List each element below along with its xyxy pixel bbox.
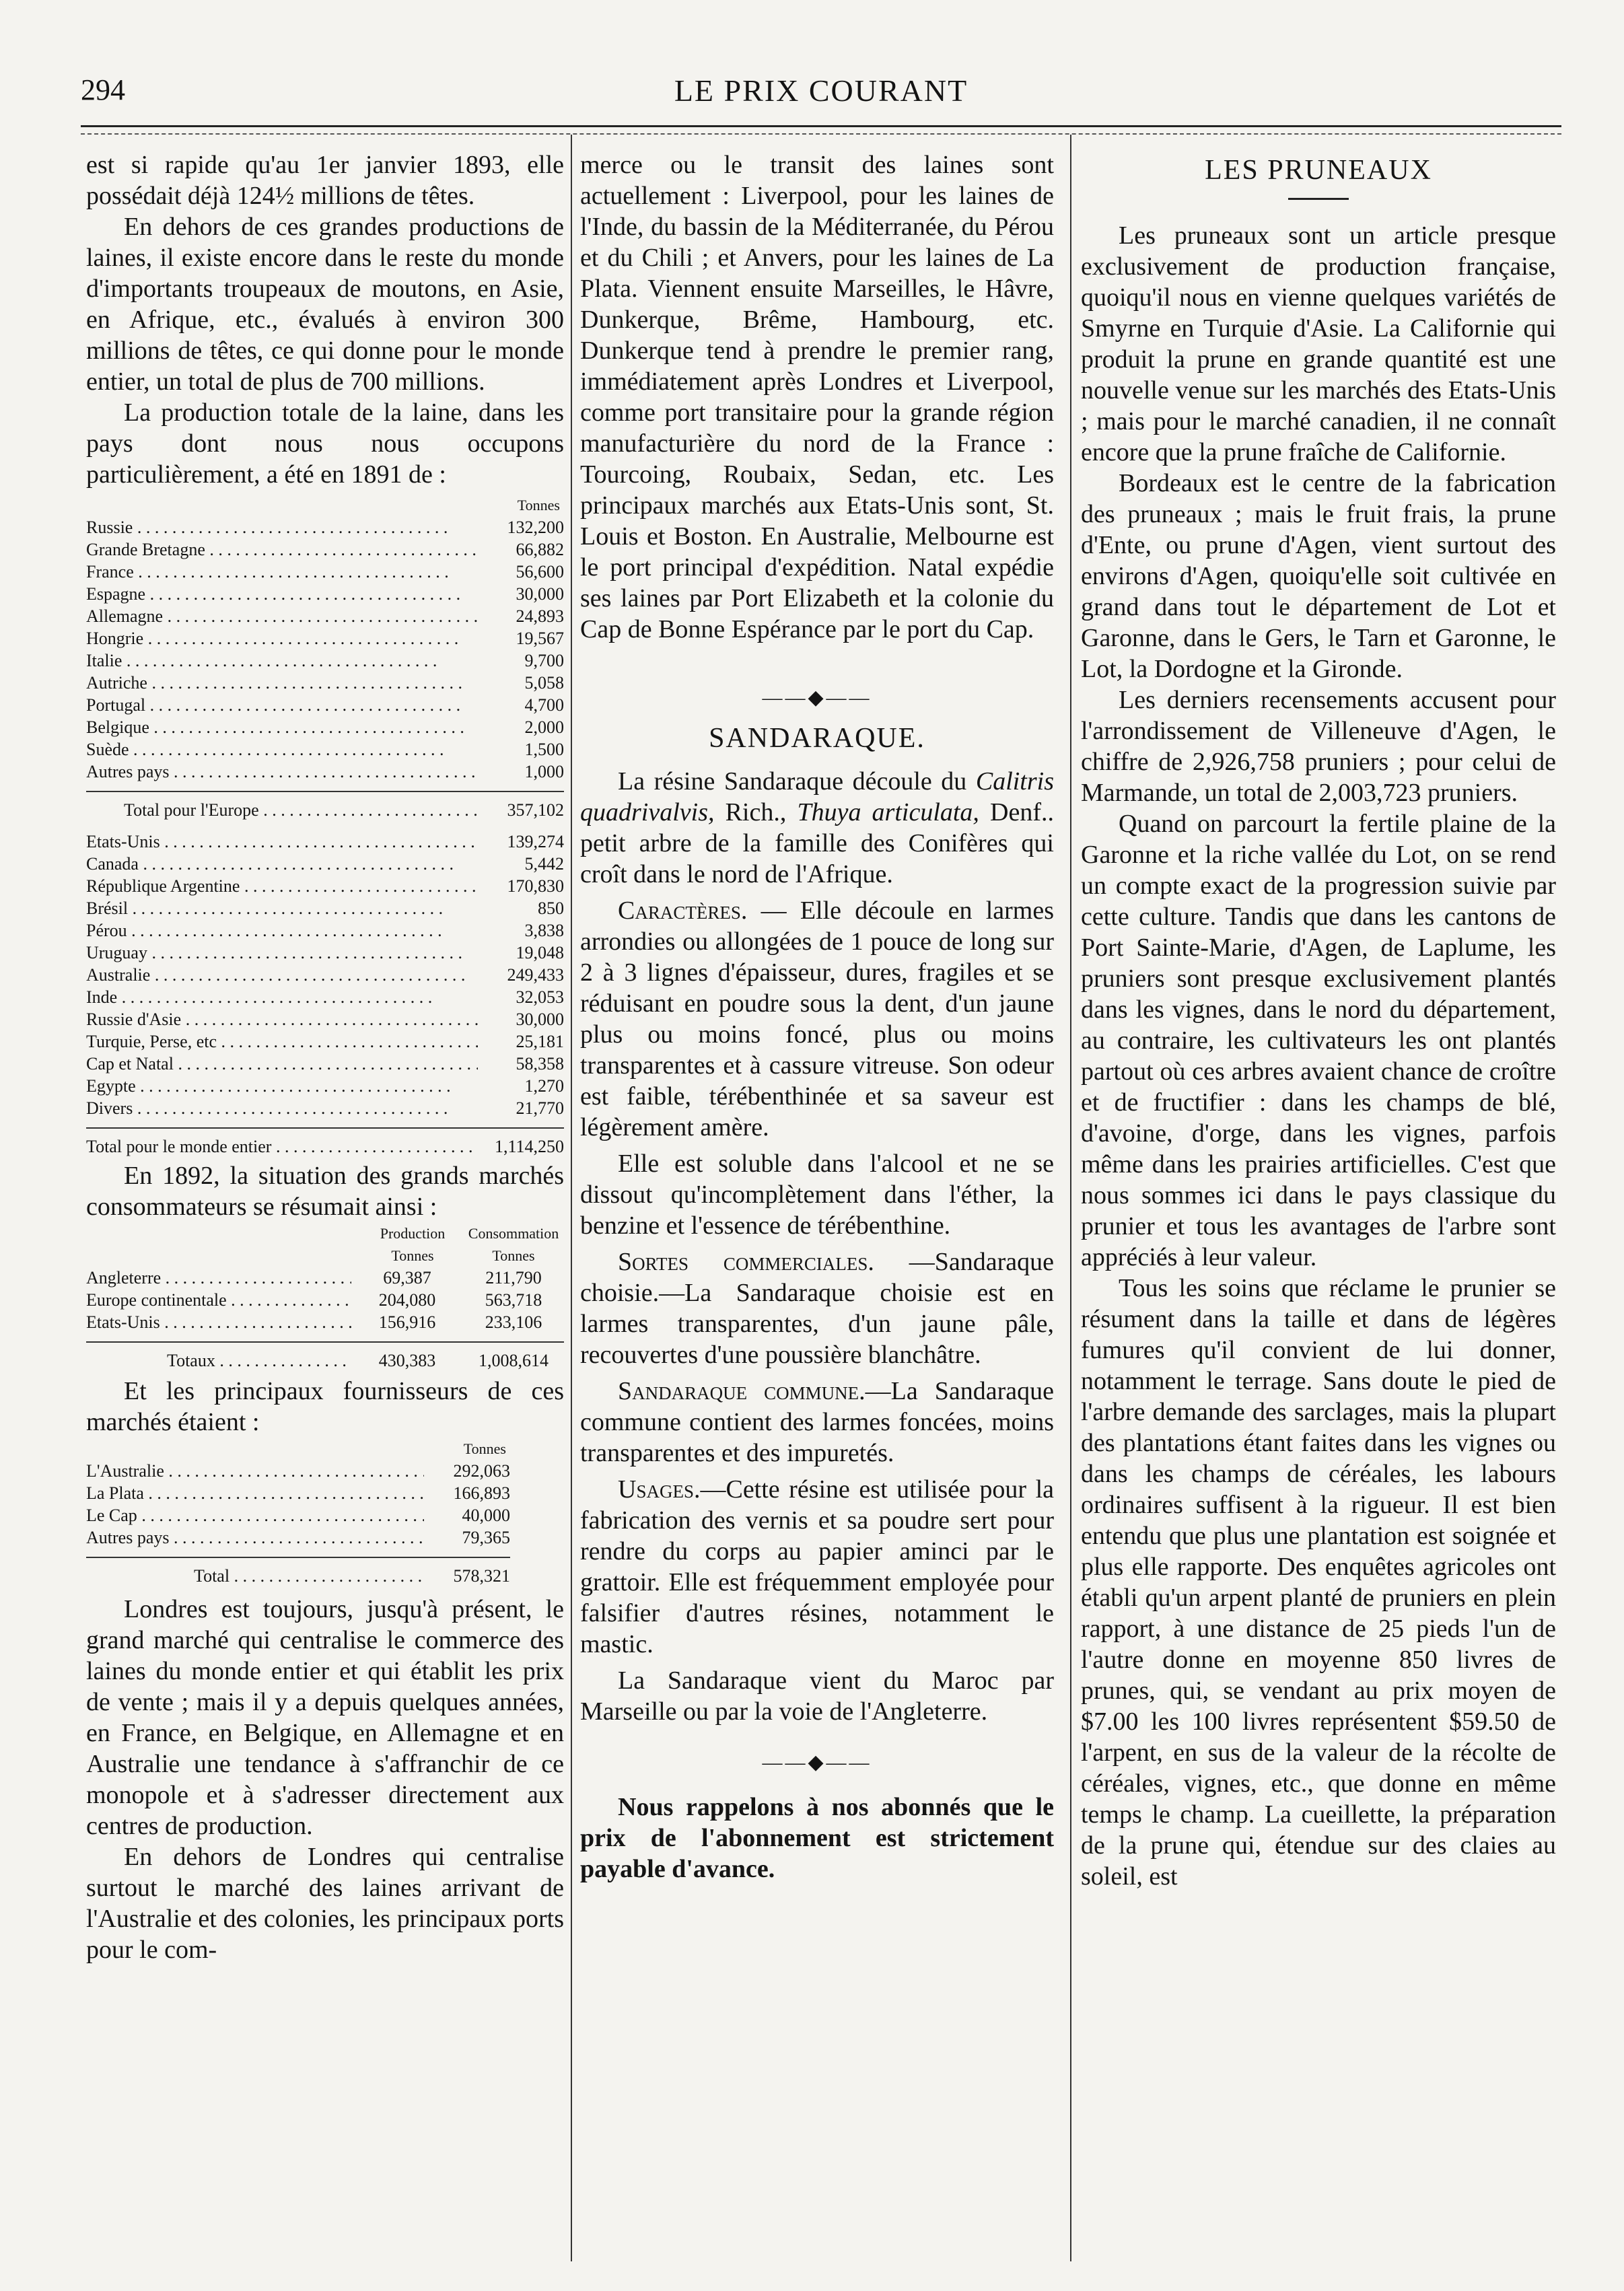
- unit: Tonnes: [492, 1247, 535, 1264]
- paragraph: En dehors de Londres qui centralise surtout le marché des laines arrivant de l'Australie et des colonies, les principaux ports pour le com-: [86, 1843, 564, 1964]
- row-label: Russie d'Asie . . .: [86, 1008, 478, 1030]
- table-unit: Tonnes: [517, 497, 560, 514]
- paragraph: est si rapide qu'au 1er janvier 1893, elle possédait déjà 124½ millions de têtes.: [86, 151, 564, 210]
- paragraph: Quand on parcourt la fertile plaine de la Garonne et la riche vallée du Lot, on se rend un compte exact de la progression suivie par cette culture. Tandis que dans les cantons de Port Sainte-Marie, d'Agen, de Laplume, les pruniers sont presque exclusivement plantés dans les vignes, dans le nord du département, au contraire, les cultivateurs les ont plantés partout où ces arbres avaient chance de croître et de fructifier : dans les champs de blé, d'avoine, d'orge, dans les vignes, parfois même dans les prairies artificielles. C'est que nous sommes ici dans le pays classique du prunier et tous les avantages de l'arbre sont appréciés à leur valeur.: [1081, 810, 1556, 1271]
- table-total-row: [86, 1341, 564, 1372]
- table-row: [86, 919, 564, 942]
- row-value: 2,000: [478, 716, 564, 738]
- row-label: Etats-Unis . . .: [86, 831, 475, 853]
- journal-title: LE PRIX COURANT: [674, 73, 968, 108]
- table-row: [86, 694, 564, 716]
- row-label: Suède . . .: [86, 738, 444, 761]
- row-label: Belgique . . .: [86, 716, 464, 738]
- row-value: 21,770: [478, 1097, 564, 1119]
- table-total-row: [86, 791, 564, 821]
- paragraph: merce ou le transit des laines sont actuellement : Liverpool, pour les laines de l'Inde, du bassin de la Méditerranée, du Pérou et du Chili ; et Anvers, pour les laines de La Plata. Viennent ensuite Marseilles, le Hâvre, Dunkerque, Brême, Hambourg, etc. Dunkerque tend à prendre le premier rang, immédiatement après Londres et Liverpool, comme port transitaire pour la grande région manufacturière du nord de la France : Tourcoing, Roubaix, Sedan, etc. Les principaux marchés aux Etats-Unis sont, St. Louis et Boston. En Australie, Melbourne est le port principal d'expédition. Natal expédie ses laines par Port Elizabeth et la colonie du Cap de Bonne Espérance par le port du Cap.: [580, 151, 1054, 643]
- table-row: [86, 738, 564, 761]
- consumption-table: [86, 1222, 564, 1372]
- row-label: Hongrie . . .: [86, 627, 458, 649]
- row-label: Pérou . . .: [86, 919, 442, 942]
- paragraph: Les pruneaux sont un article presque exclusivement de production française, quoiqu'il nous en vienne quelques variétés de Smyrne en Turquie d'Asie. La Californie qui produit la prune en grande quantité est une nouvelle venue sur les marchés des Etats-Unis ; mais pour le marché canadien, il ne connaît encore que la prune fraîche de Californie.: [1081, 221, 1556, 466]
- row-label: Divers . . .: [86, 1097, 448, 1119]
- header-rule: [81, 125, 1561, 127]
- col-header-production: Production: [380, 1225, 446, 1242]
- row-label: Turquie, Perse, etc . . .: [86, 1030, 478, 1053]
- row-value: 58,358: [478, 1053, 564, 1075]
- row-value: 5,442: [478, 853, 564, 875]
- row-label: Etats-Unis . . .: [86, 1311, 351, 1333]
- row-label: Portugal . . .: [86, 694, 460, 716]
- row-value: 249,433: [478, 964, 564, 986]
- paragraph: [580, 895, 1054, 1143]
- table-row: [86, 942, 564, 964]
- row-label: Australie . . .: [86, 964, 465, 986]
- column-divider-2: [1070, 135, 1071, 2261]
- table-row: [86, 538, 564, 561]
- table-row: [86, 964, 564, 986]
- row-value: 24,893: [478, 605, 564, 627]
- row-value: 19,567: [478, 627, 564, 649]
- paragraph: La production totale de la laine, dans les pays dont nous nous occupons particulièrement, a été en 1891 de :: [86, 398, 564, 489]
- paragraph: Bordeaux est le centre de la fabrication des pruneaux ; mais le fruit frais, la prune d'Ente, ou prune d'Agen, vient surtout des environs d'Agen, quoiqu'elle soit cultivée en grand dans tout le département de Lot et Garonne, dans le Gers, le Tarn et Garonne, le Lot, la Dordogne et la Gironde.: [1081, 469, 1556, 683]
- table-total-row: [86, 1127, 564, 1158]
- column-3: [1081, 149, 1556, 1892]
- table-row: [86, 986, 564, 1008]
- text: Denf.. petit arbre de la famille des Conifères qui croît dans le nord de l'Afrique.: [580, 798, 1054, 888]
- table-row: [86, 897, 564, 919]
- row-label: Espagne . . .: [86, 583, 460, 605]
- header-rule-thin: [81, 133, 1561, 135]
- row-value: 56,600: [478, 561, 564, 583]
- subscription-notice: Nous rappelons à nos abonnés que le prix de l'abonnement est strictement payable d'avance.: [580, 1793, 1054, 1883]
- subheading: Sandaraque commune.: [618, 1377, 866, 1405]
- row-label: Italie . . .: [86, 649, 437, 672]
- species-name: Thuya articulata,: [797, 798, 979, 826]
- table-row: [86, 1460, 510, 1482]
- row-label: Russie . . .: [86, 516, 448, 538]
- text: — Elle découle en larmes arrondies ou allongées de 1 pouce de long sur 2 à 3 lignes d'épaisseur, dures, fragiles et se réduisant en poudre sous la dent, d'un jaune plus ou moins foncé, plus ou moins transparentes et à cassure vitreuse. Son odeur est faible, térébenthinée et sa saveur est légèrement amère.: [580, 896, 1054, 1141]
- row-cons: 563,718: [458, 1289, 564, 1311]
- row-value: 132,200: [478, 516, 564, 538]
- table-row: [86, 716, 564, 738]
- wool-production-table: [86, 494, 564, 1158]
- row-value: 32,053: [478, 986, 564, 1008]
- row-label: Egypte . . .: [86, 1075, 451, 1097]
- paragraph: Londres est toujours, jusqu'à présent, le grand marché qui centralise le commerce des laines du monde entier et qui établit les prix de vente ; mais il y a depuis quelques années, en France, en Belgique, en Allemagne et en Australie une tendance à s'affranchir de ce monopole et à s'adresser directement aux centres de production.: [86, 1595, 564, 1840]
- subheading: Caractères.: [618, 896, 748, 925]
- row-label: Allemagne . . .: [86, 605, 478, 627]
- section-title: LES PRUNEAUX: [1205, 155, 1432, 186]
- table-row: [86, 761, 564, 783]
- row-value: 1,500: [478, 738, 564, 761]
- row-value: 1,270: [478, 1075, 564, 1097]
- table-row: [86, 1008, 564, 1030]
- text: —La Sandaraque commune contient des larmes foncées, moins transparentes et des impuretés.: [580, 1377, 1054, 1467]
- row-value: 3,838: [478, 919, 564, 942]
- total-value: 578,321: [424, 1565, 510, 1587]
- table-row: [86, 831, 564, 853]
- title-rule: [1288, 198, 1349, 200]
- row-value: 170,830: [478, 875, 564, 897]
- paragraph: Et les principaux fournisseurs de ces marchés étaient :: [86, 1377, 564, 1436]
- table-row: [86, 875, 564, 897]
- paragraph: Les derniers recensements accusent pour l'arrondissement de Villeneuve d'Agen, le chiffre de 2,926,758 pruniers ; pour celui de Marmande, un total de 2,003,723 pruniers.: [1081, 686, 1556, 807]
- row-value: 9,700: [478, 649, 564, 672]
- total-label: Total pour le monde entier . . .: [86, 1135, 478, 1158]
- table-row: [86, 649, 564, 672]
- row-label: Autriche . . .: [86, 672, 462, 694]
- subheading: Sortes commerciales.: [618, 1248, 874, 1276]
- table-row: [86, 583, 564, 605]
- row-label: La Plata . . .: [86, 1482, 424, 1504]
- table-row: [86, 853, 564, 875]
- table-unit: Tonnes: [463, 1440, 506, 1457]
- total-label: Totaux . . .: [86, 1349, 351, 1372]
- table-row: [86, 1482, 510, 1504]
- row-label: République Argentine . . .: [86, 875, 478, 897]
- row-value: 19,048: [478, 942, 564, 964]
- species-name: Calitris quadrivalvis,: [580, 767, 1054, 826]
- row-value: 5,058: [478, 672, 564, 694]
- total-label: Total pour l'Europe . . .: [86, 799, 478, 821]
- table-row: [86, 516, 564, 538]
- row-label: Brésil . . .: [86, 897, 443, 919]
- row-label: France . . .: [86, 561, 449, 583]
- total-cons: 1,008,614: [458, 1349, 564, 1372]
- row-prod: 156,916: [351, 1311, 458, 1333]
- text: —Cette résine est utilisée pour la fabrication des vernis et sa poudre sert pour rendre du corps au papier aminci par le grattoir. Elle est fréquemment employée pour falsifier d'autres résines, notamment le mastic.: [580, 1475, 1054, 1658]
- row-label: Grande Bretagne . . .: [86, 538, 478, 561]
- row-value: 850: [478, 897, 564, 919]
- total-prod: 430,383: [351, 1349, 458, 1372]
- row-label: Canada . . .: [86, 853, 454, 875]
- table-row: [86, 1289, 564, 1311]
- row-label: Le Cap . . .: [86, 1504, 424, 1526]
- total-value: 357,102: [478, 799, 564, 821]
- page-number: 294: [81, 73, 125, 106]
- table-header-row: [86, 1222, 564, 1244]
- table-total-row: [86, 1557, 510, 1587]
- table-row: [86, 561, 564, 583]
- table-row: [86, 1030, 564, 1053]
- row-label: Inde . . .: [86, 986, 432, 1008]
- table-row: [86, 1526, 510, 1549]
- section-ornament: ——◆——: [762, 686, 872, 709]
- row-cons: 233,106: [458, 1311, 564, 1333]
- table-row: [86, 1075, 564, 1097]
- row-label: Cap et Natal . . .: [86, 1053, 478, 1075]
- row-label: Uruguay . . .: [86, 942, 462, 964]
- text: —Sandaraque choisie.—La Sandaraque choisie est en larmes transparentes, d'un jaune pâle, recouvertes d'une poussière blanchâtre.: [580, 1248, 1054, 1369]
- table-row: [86, 1097, 564, 1119]
- row-prod: 204,080: [351, 1289, 458, 1311]
- table-unit-row: [86, 1244, 564, 1267]
- row-value: 30,000: [478, 583, 564, 605]
- table-row: [86, 672, 564, 694]
- paragraph: Tous les soins que réclame le prunier se résument dans la taille et dans de légères fumures qu'il convient de lui donner, notamment le terrage. Sans doute le pied de l'arbre demande des sarclages, mais la plupart des plantations étant faites dans les vignes ou dans les champs de céréales, les labours ordinaires suffisent à la rigueur. Il est bien entendu que plus une plantation est soignée et plus elle rapporte. Des enquêtes agricoles ont établi qu'un arpent planté de pruniers en plein rapport, à une distance de 25 pieds l'un de l'autre donne en moyenne 850 livres de prunes, qui, se vendant au prix moyen de $7.00 les 100 livres représentent $59.50 de l'arpent, en sus de la valeur de la récolte de céréales, vignes, etc., que donne en même temps le champ. La cueillette, la préparation de la prune qui, étendue sur des claies au soleil, est: [1081, 1274, 1556, 1891]
- paragraph: Elle est soluble dans l'alcool et ne se dissout qu'incomplètement dans l'éther, la benzine et l'essence de térébenthine.: [580, 1150, 1054, 1240]
- column-1: [86, 149, 564, 1965]
- table-row: [86, 1311, 564, 1333]
- row-label: Europe continentale . . .: [86, 1289, 351, 1311]
- table-row: [86, 1504, 510, 1526]
- row-label: Angleterre . . .: [86, 1267, 351, 1289]
- row-value: 40,000: [424, 1504, 510, 1526]
- table-row: [86, 627, 564, 649]
- text: La résine Sandaraque découle du: [618, 767, 967, 796]
- paragraph: La Sandaraque vient du Maroc par Marseille ou par la voie de l'Angleterre.: [580, 1666, 1054, 1726]
- text: Rich.,: [714, 798, 798, 826]
- column-2: [580, 149, 1054, 1884]
- row-prod: 69,387: [351, 1267, 458, 1289]
- col-header-consommation: Consommation: [468, 1225, 559, 1242]
- row-value: 4,700: [478, 694, 564, 716]
- row-label: Autres pays . . .: [86, 1526, 424, 1549]
- row-label: Autres pays . . .: [86, 761, 478, 783]
- row-label: L'Australie . . .: [86, 1460, 424, 1482]
- paragraph: [580, 1474, 1054, 1660]
- unit: Tonnes: [391, 1247, 434, 1264]
- column-divider-1: [571, 135, 572, 2261]
- paragraph: En dehors de ces grandes productions de laines, il existe encore dans le reste du monde d'importants troupeaux de moutons, en Asie, en Afrique, etc., évalués à environ 300 millions de têtes, ce qui donne pour le monde entier, un total de plus de 700 millions.: [86, 213, 564, 396]
- table-row: [86, 1267, 564, 1289]
- paragraph: En 1892, la situation des grands marchés consommateurs se résumait ainsi :: [86, 1162, 564, 1221]
- total-value: 1,114,250: [478, 1135, 564, 1158]
- row-cons: 211,790: [458, 1267, 564, 1289]
- row-value: 166,893: [424, 1482, 510, 1504]
- section-ornament: ——◆——: [762, 1751, 872, 1773]
- paragraph: [580, 1246, 1054, 1370]
- page-header: [81, 73, 1561, 120]
- row-value: 292,063: [424, 1460, 510, 1482]
- suppliers-table: [86, 1438, 564, 1587]
- subheading: Usages.: [618, 1475, 701, 1504]
- table-row: [86, 1053, 564, 1075]
- row-value: 25,181: [478, 1030, 564, 1053]
- paragraph: [580, 1376, 1054, 1469]
- row-value: 79,365: [424, 1526, 510, 1549]
- row-value: 30,000: [478, 1008, 564, 1030]
- paragraph: [580, 766, 1054, 890]
- row-value: 139,274: [478, 831, 564, 853]
- table-row: [86, 605, 564, 627]
- row-value: 66,882: [478, 538, 564, 561]
- row-value: 1,000: [478, 761, 564, 783]
- total-label: Total . . .: [86, 1565, 424, 1587]
- section-title: SANDARAQUE.: [709, 723, 925, 754]
